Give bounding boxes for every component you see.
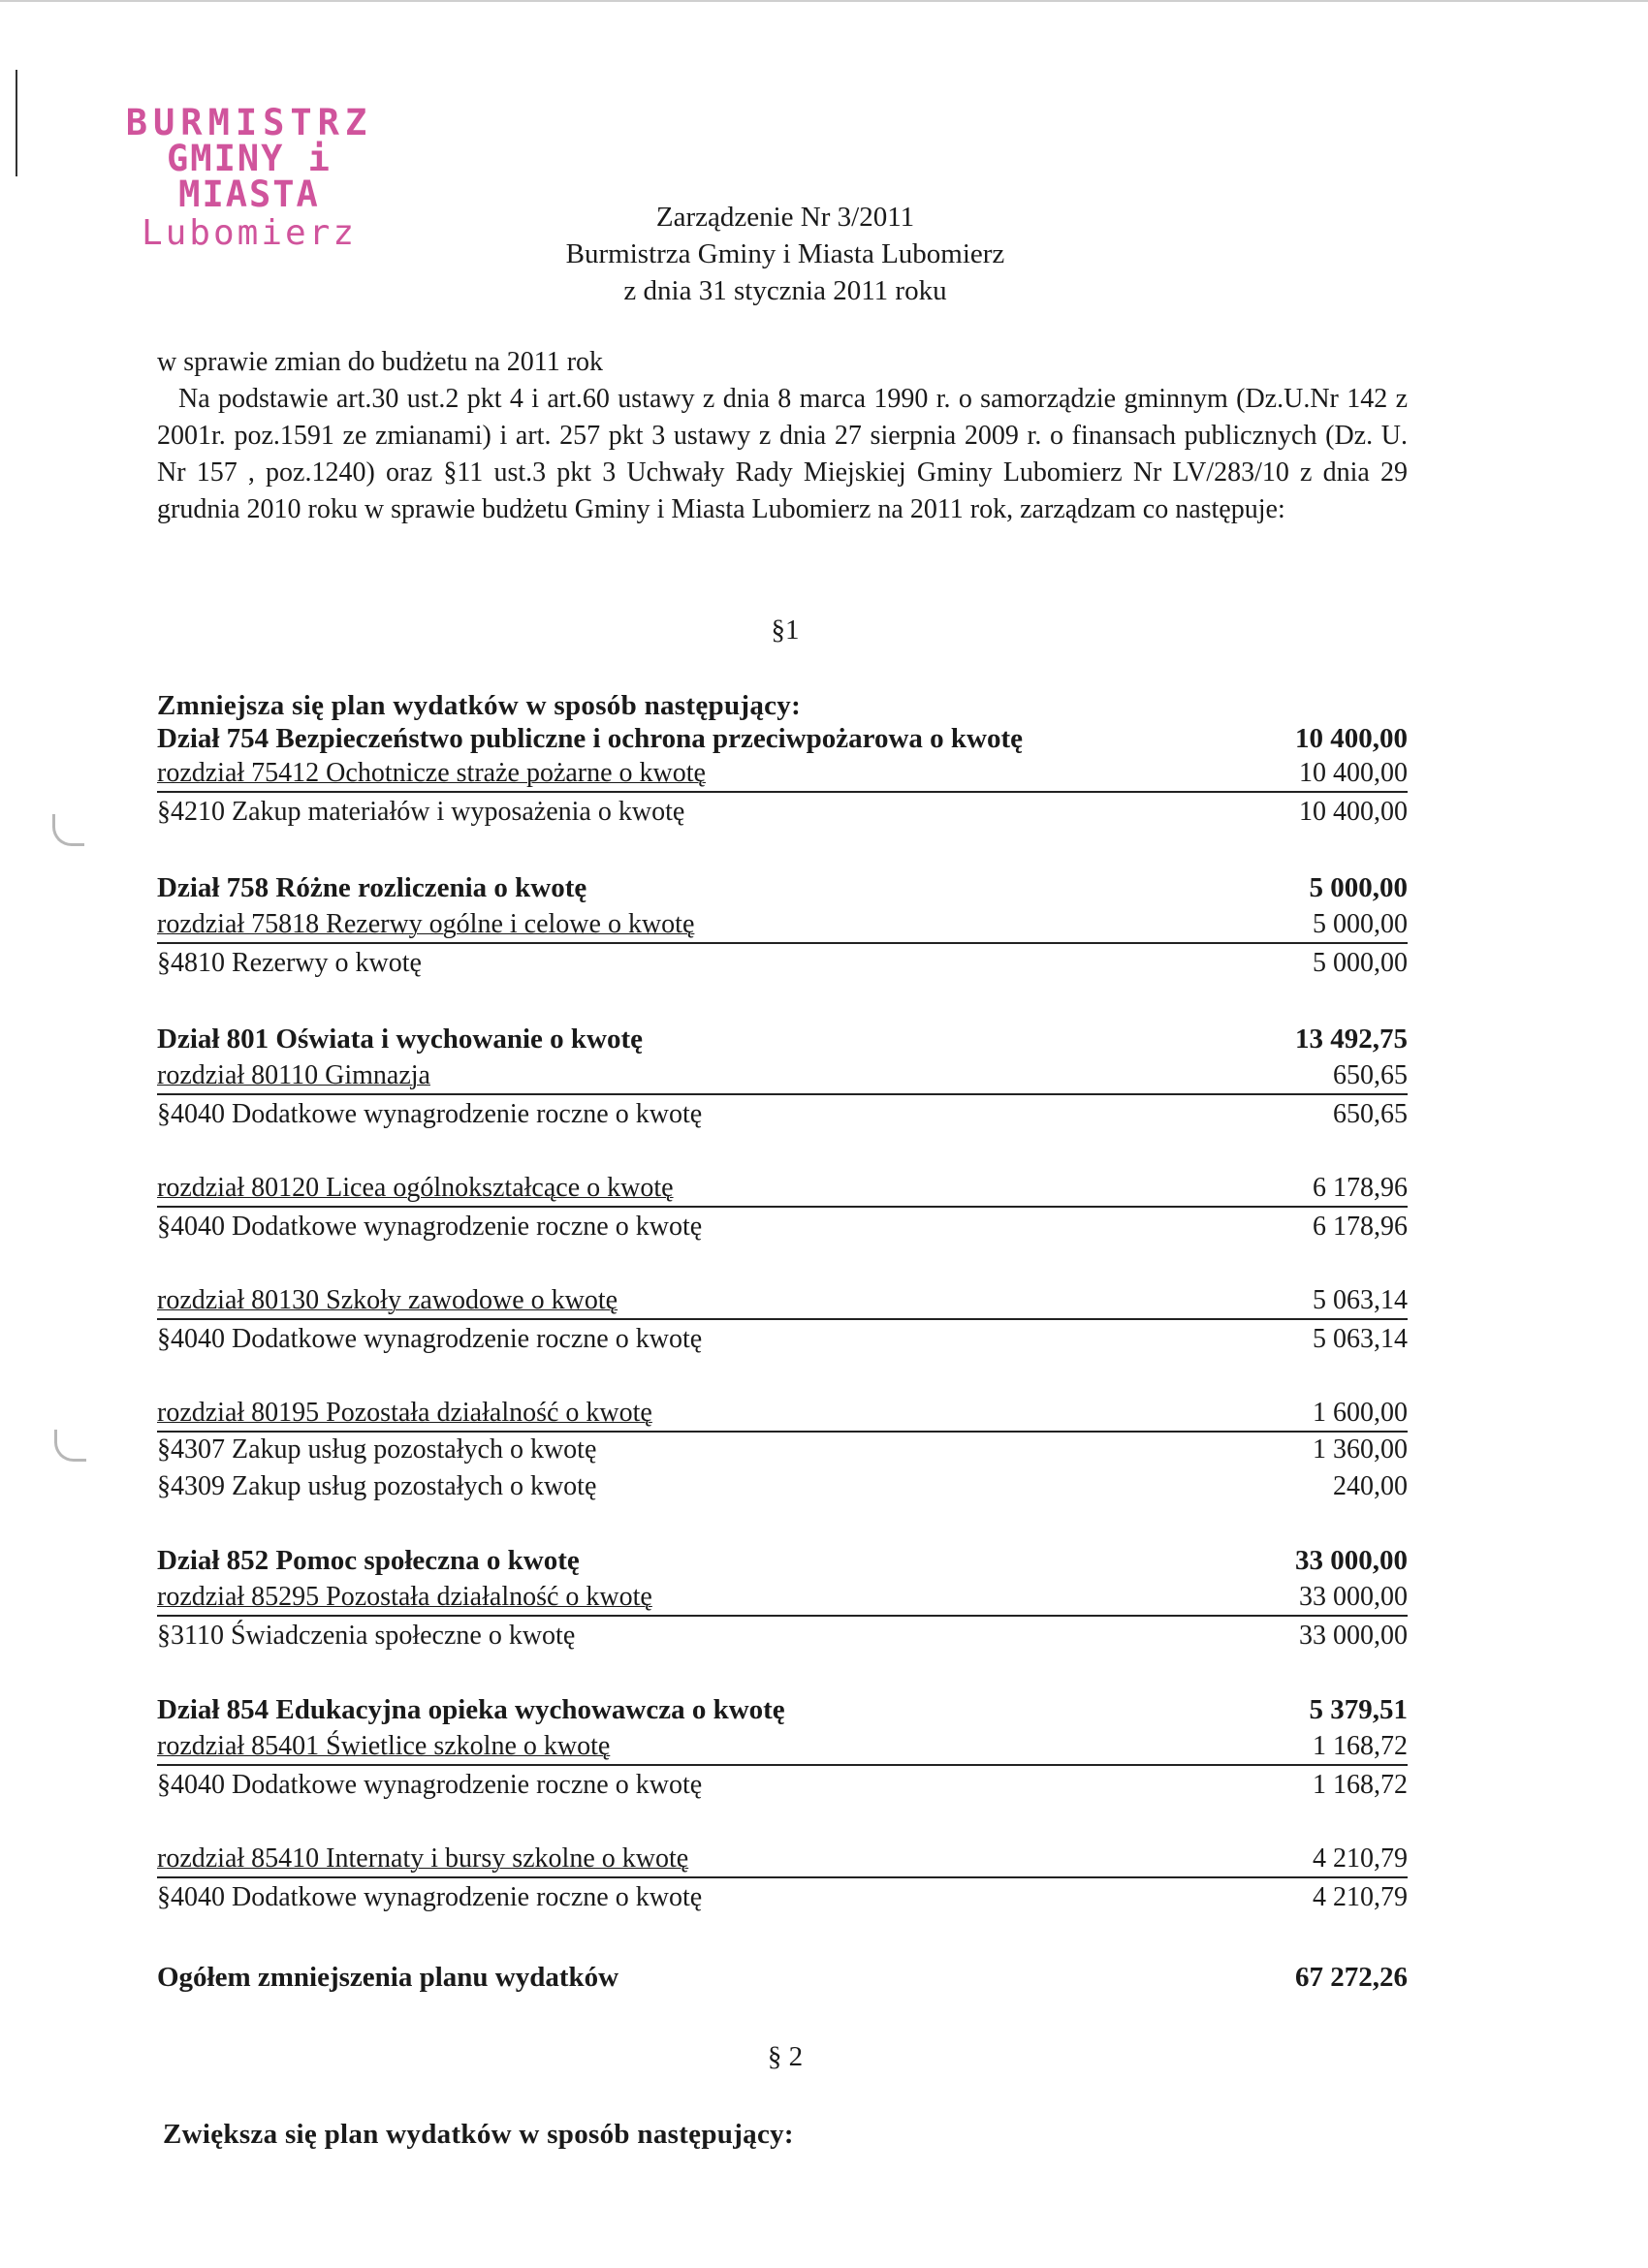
row-amount: 33 000,00	[1299, 1621, 1408, 1651]
document-title: Zarządzenie Nr 3/2011	[655, 202, 915, 233]
stamp-line-3: Lubomierz	[141, 213, 358, 253]
row-amount: 5 000,00	[1313, 948, 1408, 978]
row-amount: 5 063,14	[1313, 1285, 1408, 1315]
row-label: §4309 Zakup usług pozostałych o kwotę	[157, 1471, 597, 1501]
row-label: §3110 Świadczenia społeczne o kwotę	[157, 1621, 576, 1651]
row-amount: 5 379,51	[1309, 1694, 1408, 1725]
row-amount: 13 492,75	[1295, 1024, 1408, 1055]
rozdzial-row	[157, 1283, 1408, 1320]
document-issuer: Burmistrza Gminy i Miasta Lubomierz	[565, 238, 1005, 269]
dzial-row	[157, 1543, 1408, 1578]
rozdzial-row	[157, 1396, 1408, 1433]
total-label: Ogółem zmniejszenia planu wydatków	[157, 1962, 619, 1993]
row-label: Dział 754 Bezpieczeństwo publiczne i ochrona przeciwpożarowa o kwotę	[157, 723, 1023, 754]
dzial-row	[157, 721, 1408, 756]
row-amount: 33 000,00	[1295, 1545, 1408, 1576]
row-amount: 650,65	[1333, 1099, 1408, 1129]
paragraph-row	[157, 1880, 1408, 1915]
row-label: rozdział 75412 Ochotnicze straże pożarne o kwotę	[157, 758, 706, 788]
dzial-row	[157, 1692, 1408, 1727]
stamp-line-2: GMINY i MIASTA	[167, 138, 332, 215]
paragraph-row	[157, 1619, 1408, 1654]
row-amount: 1 360,00	[1313, 1434, 1408, 1465]
row-label: §4040 Dodatkowe wynagrodzenie roczne o kwotę	[157, 1770, 703, 1800]
section-2-mark: § 2	[767, 2041, 804, 2072]
section-2-heading: Zwiększa się plan wydatków w sposób następujący:	[163, 2119, 794, 2150]
row-label: §4210 Zakup materiałów i wyposażenia o kwotę	[157, 797, 685, 827]
row-label: Dział 852 Pomoc społeczna o kwotę	[157, 1545, 580, 1576]
paragraph-row	[157, 1768, 1408, 1803]
row-label: rozdział 85295 Pozostała działalność o kwotę	[157, 1582, 652, 1612]
document-subject: w sprawie zmian do budżetu na 2011 rok	[157, 347, 604, 377]
row-amount: 1 168,72	[1313, 1731, 1408, 1761]
rozdzial-row	[157, 907, 1408, 944]
legal-basis-paragraph: Na podstawie art.30 ust.2 pkt 4 i art.60 ustawy z dnia 8 marca 1990 r. o samorządzie gminnym (Dz.U.Nr 142 z 2001r. poz.1591 ze zmianami) i art. 257 pkt 3 ustawy z dnia 27 sierpnia 2009 r. o finansach publicznych (Dz. U. Nr 157 , poz.1240) oraz §11 ust.3 pkt 3 Uchwały Rady Miejskiej Gminy Lubomierz Nr LV/283/10 z dnia 29 grudnia 2010 roku w sprawie budżetu Gminy i Miasta Lubomierz na 2011 rok, zarządzam co następuje:	[157, 384, 1408, 524]
paragraph-row	[157, 1469, 1408, 1504]
row-amount: 4 210,79	[1313, 1882, 1408, 1912]
row-amount: 240,00	[1333, 1471, 1408, 1501]
paragraph-row	[157, 1322, 1408, 1357]
dzial-row	[157, 1022, 1408, 1056]
stamp-line-1: BURMISTRZ	[125, 102, 373, 143]
row-amount: 33 000,00	[1299, 1582, 1408, 1612]
row-label: §4040 Dodatkowe wynagrodzenie roczne o kwotę	[157, 1882, 703, 1912]
punch-hole-mark	[54, 1430, 86, 1462]
total-amount: 67 272,26	[1295, 1962, 1408, 1993]
row-label: rozdział 80120 Licea ogólnokształcące o kwotę	[157, 1173, 674, 1203]
section-1-heading: Zmniejsza się plan wydatków w sposób następujący:	[157, 690, 802, 721]
row-amount: 5 000,00	[1313, 909, 1408, 939]
row-amount: 1 168,72	[1313, 1770, 1408, 1800]
row-label: rozdział 85410 Internaty i bursy szkolne o kwotę	[157, 1843, 689, 1874]
row-label: rozdział 80110 Gimnazja	[157, 1060, 430, 1090]
row-label: Dział 854 Edukacyjna opieka wychowawcza o kwotę	[157, 1694, 785, 1725]
row-label: §4040 Dodatkowe wynagrodzenie roczne o kwotę	[157, 1099, 703, 1129]
paragraph-row	[157, 1210, 1408, 1244]
rozdzial-row	[157, 1580, 1408, 1617]
row-amount: 5 063,14	[1313, 1324, 1408, 1354]
rozdzial-row	[157, 1171, 1408, 1208]
document-header	[0, 199, 1570, 309]
row-label: §4307 Zakup usług pozostałych o kwotę	[157, 1434, 597, 1465]
row-label: §4810 Rezerwy o kwotę	[157, 948, 422, 978]
total-row	[157, 1960, 1408, 1995]
paragraph-row	[157, 795, 1408, 830]
row-amount: 650,65	[1333, 1060, 1408, 1090]
margin-mark	[16, 70, 17, 176]
row-label: rozdział 80195 Pozostała działalność o kwotę	[157, 1398, 652, 1428]
paragraph-row	[157, 946, 1408, 981]
row-label: Dział 758 Różne rozliczenia o kwotę	[157, 872, 587, 903]
paragraph-row	[157, 1433, 1408, 1467]
rozdzial-row	[157, 1842, 1408, 1878]
row-label: Dział 801 Oświata i wychowanie o kwotę	[157, 1024, 644, 1055]
row-amount: 6 178,96	[1313, 1173, 1408, 1203]
row-amount: 1 600,00	[1313, 1398, 1408, 1428]
section-1-mark: §1	[771, 614, 800, 646]
scan-edge	[0, 0, 1648, 2]
row-label: §4040 Dodatkowe wynagrodzenie roczne o kwotę	[157, 1324, 703, 1354]
row-amount: 6 178,96	[1313, 1212, 1408, 1242]
document-date: z dnia 31 stycznia 2011 roku	[623, 275, 947, 306]
rozdzial-row	[157, 1729, 1408, 1766]
paragraph-row	[157, 1097, 1408, 1132]
row-amount: 10 400,00	[1295, 723, 1408, 754]
row-amount: 10 400,00	[1299, 797, 1408, 827]
rozdzial-row	[157, 756, 1408, 793]
dzial-row	[157, 870, 1408, 905]
row-label: rozdział 75818 Rezerwy ogólne i celowe o kwotę	[157, 909, 695, 939]
row-label: §4040 Dodatkowe wynagrodzenie roczne o kwotę	[157, 1212, 703, 1242]
row-amount: 10 400,00	[1299, 758, 1408, 788]
punch-hole-mark	[52, 814, 84, 846]
row-label: rozdział 80130 Szkoły zawodowe o kwotę	[157, 1285, 618, 1315]
row-label: rozdział 85401 Świetlice szkolne o kwotę	[157, 1731, 611, 1761]
rozdzial-row	[157, 1058, 1408, 1095]
row-amount: 4 210,79	[1313, 1843, 1408, 1874]
row-amount: 5 000,00	[1309, 872, 1408, 903]
